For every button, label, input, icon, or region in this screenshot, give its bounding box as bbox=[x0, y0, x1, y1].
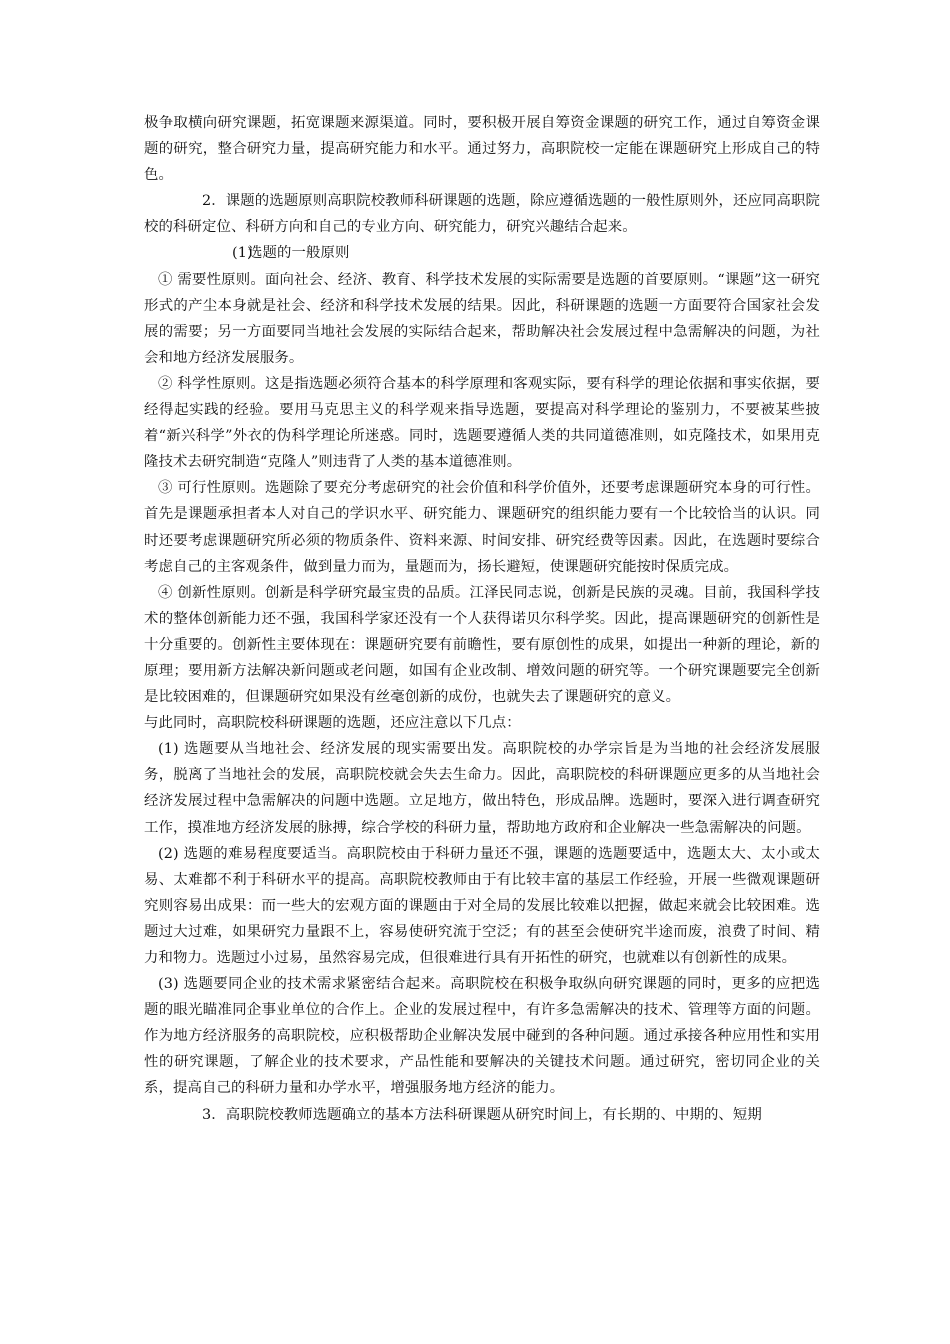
point-2-difficulty: (2) 选题的难易程度要适当。高职院校由于科研力量还不强，课题的选题要适中，选题太大、太小或太易、太难都不利于科研水平的提高。高职院校教师由于有比较丰富的基层工作经验，开展一些微观课题研究则容易出成果：而一些大的宏观方面的课题由于对全局的发展比较难以把握，做起来就会比较困难。选题过大过难，如果研究力量跟不上，容易使研究流于空泛；有的甚至会使研究半途而废，浪费了时间、精力和物力。选题过小过易，虽然容易完成，但很难进行具有开拓性的研究，也就难以有创新性的成果。 bbox=[144, 845, 820, 966]
principle-scientific: ② 科学性原则。这是指选题必须符合基本的科学原理和客观实际，要有科学的理论依据和事实依据，要经得起实践的经验。要用马克思主义的科学观来指导选题，要提高对科学理论的鉴别力，不要被某些披着“新兴科学”外衣的伪科学理论所迷惑。同时，选题要遵循人类的共同道德准则，如克隆技术，如果用克隆技术去研究制造“克隆人”则违背了人类的基本道德准则。 bbox=[144, 375, 820, 471]
subheading-general-principles bbox=[144, 240, 820, 266]
subheading-number: (1) bbox=[232, 245, 253, 262]
subheading-text: 选题的一般原则 bbox=[248, 245, 350, 262]
paragraph-continuation: 极争取横向研究课题，拓宽课题来源渠道。同时，要积极开展自筹资金课题的研究工作，通过自筹资金课题的研究，整合研究力量，提高研究能力和水平。通过努力，高职院校一定能在课题研究上形成自己的特色。 bbox=[144, 115, 820, 184]
section-3-heading-paragraph: 3．高职院校教师选题确立的基本方法科研课题从研究时间上，有长期的、中期的、短期 bbox=[202, 1106, 762, 1123]
section-2-heading-paragraph: 2．课题的选题原则高职院校教师科研课题的选题，除应遵循选题的一般性原则外，还应同高职院校的科研定位、科研方向和自己的专业方向、研究能力，研究兴趣结合起来。 bbox=[144, 193, 820, 236]
point-1-local-needs: (1) 选题要从当地社会、经济发展的现实需要出发。高职院校的办学宗旨是为当地的社会经济发展服务，脱离了当地社会的发展，高职院校就会失去生命力。因此，高职院校的科研课题应更多的从当地社会经济发展过程中急需解决的问题中选题。立足地方，做出特色，形成品牌。选题时，要深入进行调查研究工作，摸准地方经济发展的脉搏，综合学校的科研力量，帮助地方政府和企业解决一些急需解决的问题。 bbox=[144, 741, 820, 836]
principle-necessity: ① 需要性原则。面向社会、经济、教育、科学技术发展的实际需要是选题的首要原则。“课题”这一研究形式的产尘本身就是社会、经济和科学技术发展的结果。因此，科研课题的选题一方面要符合国家社会发展的需要；另一方面要同当地社会发展的实际结合起来，帮助解决社会发展过程中急需解决的问题，为社会和地方经济发展服务。 bbox=[144, 271, 820, 366]
document-body bbox=[144, 110, 820, 1128]
additional-points-intro: 与此同时，高职院校科研课题的选题，还应注意以下几点： bbox=[144, 715, 521, 732]
point-3-enterprise-needs: (3) 选题要同企业的技术需求紧密结合起来。高职院校在积极争取纵向研究课题的同时，更多的应把选题的眼光瞄准同企事业单位的合作上。企业的发展过程中，有许多急需解决的技术、管理等方面的问题。作为地方经济服务的高职院校，应积极帮助企业解决发展中碰到的各种问题。通过承接各种应用性和实用性的研究课题，了解企业的技术要求，产品性能和要解决的关键技术问题。通过研究，密切同企业的关系，提高自己的科研力量和办学水平，增强服务地方经济的能力。 bbox=[144, 976, 820, 1097]
principle-feasibility: ③ 可行性原则。选题除了要充分考虑研究的社会价值和科学价值外，还要考虑课题研究本身的可行性。首先是课题承担者本人对自己的学识水平、研究能力、课题研究的组织能力要有一个比较恰当的认识。同时还要考虑课题研究所必须的物质条件、资料来源、时间安排、研究经费等因素。因此，在选题时要综合考虑自己的主客观条件，做到量力而为，量题而为，扬长避短，使课题研究能按时保质完成。 bbox=[144, 480, 820, 575]
principle-innovation: ④ 创新性原则。创新是科学研究最宝贵的品质。江泽民同志说，创新是民族的灵魂。目前，我国科学技术的整体创新能力还不强，我国科学家还没有一个人获得诺贝尔科学奖。因此，提高课题研究的创新性是十分重要的。创新性主要体现在：课题研究要有前瞻性，要有原创性的成果，如提出一种新的理论，新的原理；要用新方法解决新问题或老问题，如国有企业改制、增效问题的研究等。一个研究课题要完全创新是比较困难的，但课题研究如果没有丝毫创新的成份，也就失去了课题研究的意义。 bbox=[144, 584, 820, 706]
